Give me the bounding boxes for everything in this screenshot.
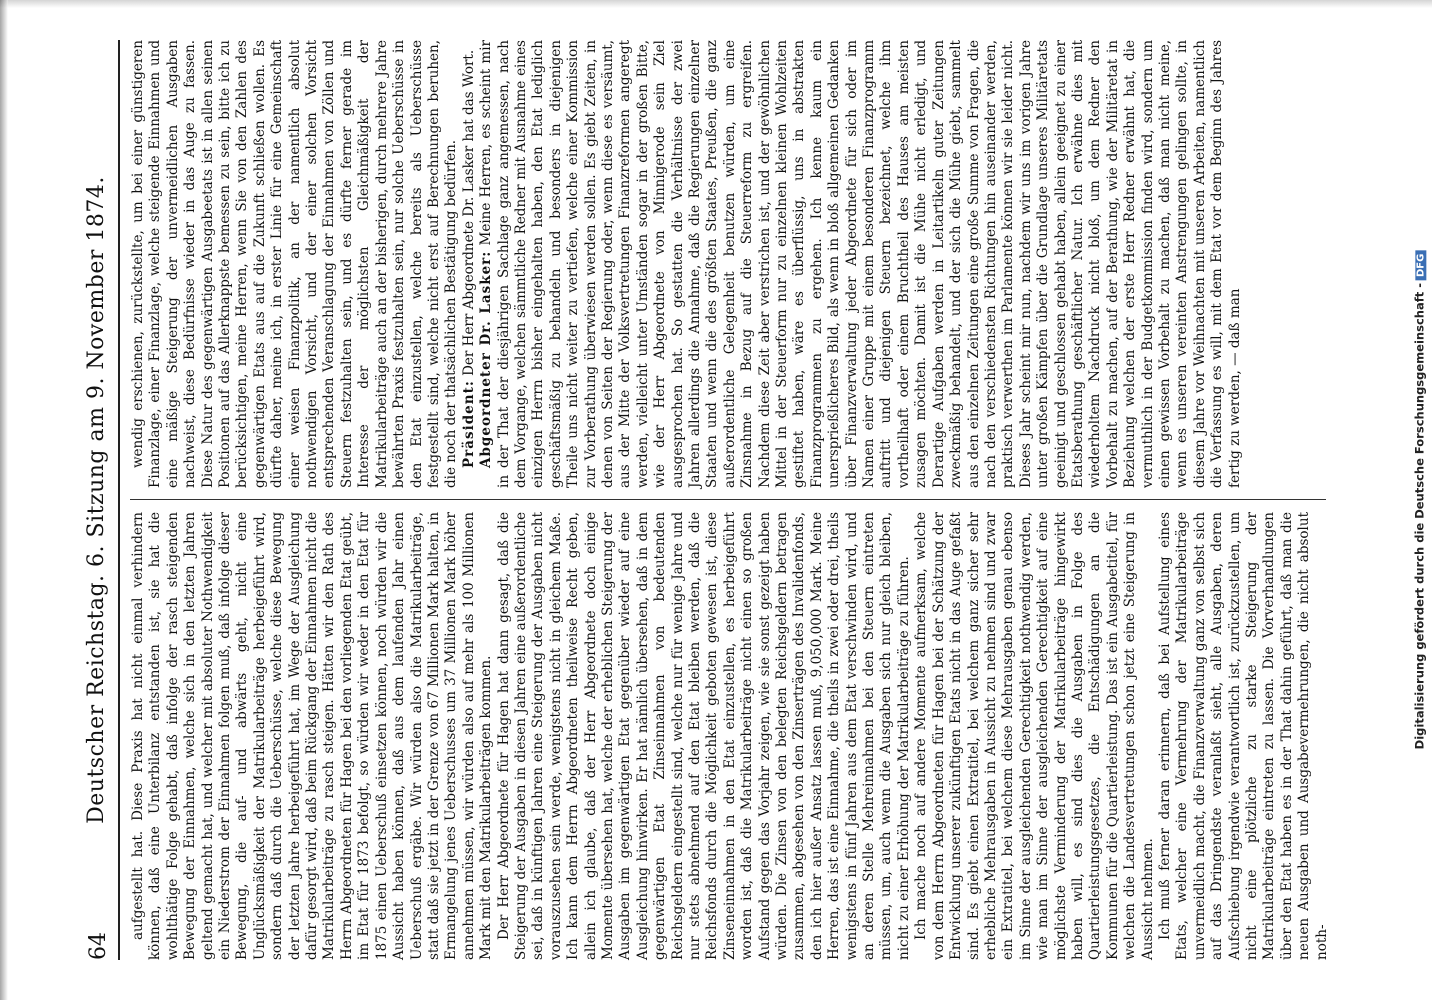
newspaper-page [66, 0, 1366, 1000]
left-paragraph-4: Ich muß ferner daran erinnern, daß bei Aufstellung eines Etats, welcher eine Vermehrung der Matrikularbeiträge unvermeidlich macht, die Finanzverwaltung ganz von selbst sich auf das Dringendste veranlaßt sieht, alle Ausgaben, deren Aufschiebung irgendwie verantwortlich ist, zurückzustellen, um nicht eine plötzliche zu starke Steigerung der Matrikularbeiträge eintreten zu lassen. Die Vorverhandlungen über den Etat haben es in der That dahin geführt, daß man die neuen Ausgaben und Ausgabevermehrungen, die nicht absolut noth- [1156, 512, 1330, 960]
text-columns [130, 40, 1330, 960]
dfg-credit-label: Digitalisierung gefördert durch die Deutsche Forschungsgemeinschaft - [1412, 283, 1426, 750]
left-paragraph-1: aufgestellt hat. Diese Praxis hat nicht einmal verhindern können, daß eine Unterbilanz entstanden ist, sie hat die wohlthätige Folge gehabt, daß infolge der rasch steigenden Bewegung der Einnahmen, welche sich in den letzten Jahren geltend gemacht hat, und welcher mit absoluter Nothwendigkeit ein Niederstrom der Einnahmen folgen muß, daß infolge dieser Bewegung, die auf- und abwärts geht, nicht eine Unglücksmäßigkeit der Matrikularbeiträge herbeigeführt wird, sondern daß durch die Ueberschüsse, welche diese Bewegung der letzten Jahre herbeigeführt hat, im Wege der Ausgleichung dafür gesorgt wird, daß beim Rückgang der Einnahmen nicht die Matrikularbeiträge zu rasch steigen. Hätten wir den Rath des Herrn Abgeordneten für Hagen bei den vorliegenden Etat geübt, im Etat für 1873 befolgt, so würden wir weder in den Etat für 1875 einen Ueberschuß einsetzen können, noch würden wir die Aussicht haben können, daß aus dem laufenden Jahr einen Ueberschuß ergäbe. Wir würden also die Matrikularbeiträge, statt daß sie jetzt in der Grenze von 67 Millionen Mark halten, in Ermangelung jenes Ueberschusses um 37 Millionen Mark höher annehmen müssen, wir würden also auf mehr als 100 Millionen Mark mit den Matrikularbeiträgen kommen. [130, 512, 495, 960]
left-column [130, 512, 1330, 960]
right-paragraph-1: wendig erschienen, zurückstellte, um bei einer günstigeren Finanzlage, einer Finanzlage, welche steigende Einnahmen und eine mäßige Steigerung der unvermeidlichen Ausgaben nachweist, diese Bedürfnisse wieder in das Auge zu fassen. Diese Natur des gegenwärtigen Ausgabeetats ist in allen seinen Positionen auf das Allerknappste bemessen zu sein, bitte ich zu berücksichtigen, meine Herren, wenn Sie von den Zahlen des gegenwärtigen Etats aus auf die Zukunft schließen wollen. Es dürfte daher, meine ich, in erster Linie für eine Gemeinschaft einer weisen Finanzpolitik, an der namentlich absolut nothwendigen Vorsicht, und der einer solchen Vorsicht entsprechenden Veranschlagung der Einnahmen von Zöllen und Steuern festzuhalten sein, und es dürfte ferner gerade im Interesse der möglichsten Gleichmäßigkeit der Matrikularbeiträge auch an der bisherigen, durch mehrere Jahre bewährten Praxis festzuhalten sein, nur solche Ueberschüsse in den Etat einzustellen, welche bereits als Ueberschüsse festgestellt sind, welche nicht erst auf Berechnungen beruhen, die noch der thatsächlichen Bestätigung bedürfen. [130, 40, 460, 488]
running-title: Deutscher Reichstag. 6. Sitzung am 9. November 1874. [84, 176, 109, 824]
right-paragraph-2 [461, 40, 478, 488]
header-rule [118, 40, 120, 960]
dfg-credit-text [1412, 251, 1426, 750]
president-statement: Der Herr Abgeordnete Dr. Lasker hat das Wort. [460, 49, 477, 376]
left-paragraph-3: Ich mache noch auf andere Momente aufmerksam, welche von dem Herrn Abgeordneten für Hagen bei der Schätzung der Entwicklung unserer zukünftigen Etats nicht in das Auge gefaßt sind. Es giebt einen Extratitel, bei welchem ganz sicher sehr erhebliche Mehrausgaben in Aussicht zu nehmen sind und zwar ein Extratitel, bei welchem diese Mehrausgaben genau ebenso im Sinne der ausgleichenden Gerechtigkeit nothwendig werden, wie man im Sinne der ausgleichenden Gerechtigkeit auf eine möglichste Verminderung der Matrikularbeiträge hingewirkt haben will, es sind dies die Ausgaben in Folge des Quartierleistungsgesetzes, die Entschädigungen an die Kommunen für die Quartierleistung. Das ist ein Ausgabetitel, für welchen die Landesvertretungen schon jetzt eine Steigerung in Aussicht nehmen. [913, 512, 1156, 960]
page-number: 64 [86, 932, 111, 960]
right-paragraph-3 [478, 40, 1244, 488]
right-column [130, 40, 1326, 488]
speaker-lasker: Abgeordneter Dr. Lasker: [478, 250, 495, 468]
dfg-logo: DFG [1415, 251, 1426, 280]
page-header [80, 40, 116, 960]
scan-edge-left [0, 0, 8, 1000]
lasker-speech: Meine Herren, es scheint mir in der That der diesjährigen Sachlage ganz angemessen, nach dem Vorgange, welchen sämmtliche Redner mit Ausnahme eines einzigen Herrn bisher eingehalten haben, den Etat lediglich geschäftsmäßig zu behandeln und besonders in diejenigen Theile uns nicht weiter zu vertiefen, welche einer Kommission zur Vorberathung überwiesen werden sollen. Es giebt Zeiten, in denen von Seiten der Regierung oder, wenn diese es versäumt, aus der Mitte der Volksvertretungen Finanzreformen angeregt werden, vielleicht unter Umständen sogar in der großen Bitte, wie der Herr Abgeordnete von Minnigerode sein Ziel ausgesprochen hat. So gestatten die Verhältnisse der zwei Jahren allerdings die Annahme, daß die Regierungen einzelner Staaten und wenn die des größten Staates, Preußen, die ganz außerordentliche Gelegenheit benutzen würden, um eine Zinsnahme in Bezug auf die Steuerreform zu ergreifen. Nachdem diese Zeit aber verstrichen ist, und der gewöhnlichen Mittel in der Steuerform nur zu einzelnen kleinen Wohlzeiten gestiftet haben, wäre es überflüssig, uns in abstrakten Finanzprogrammen zu ergehen. Ich kenne kaum ein unersprießlicheres Bild, als wenn in bloß allgemeinen Gedanken über Finanzverwaltung jeder Abgeordnete für sich oder im Namen einer Gruppe mit einem besonderen Finanzprogramm auftritt und diejenigen Steuern bezeichnet, welche ihm vortheilhaft oder einem Bruchtheil des Hauses am meisten zusagen möchten. Damit ist die Mühe nicht erledigt, und Derartige Aufgaben werden in Leitartikeln guter Zeitungen zweckmäßig behandelt, und der sich die Mühe giebt, sammelt aus den einzelnen Zeitungen eine große Summe von Fragen, die nach den verschiedensten Richtungen hin auseinander werden, praktisch verwerthen im Parlamente können wir sie leider nicht. Dieses Jahr scheint mir nun, nachdem wir uns im vorigen Jahre unter großen Kämpfen über die Grundlage unseres Militäretats geeinigt und geschlossen gehabt haben, allein geeignet zu einer Etatsberathung geschäftlicher Natur. Ich erwähne dies mit wiederholtem Nachdruck nicht bloß, um dem Redner den Vorbehalt zu machen, auf der Berathung, wie der Militäretat in Beziehung welchen der erste Herr Redner erwähnt hat, die vermuthlich in der Budgetkommission finden wird, sondern um einen gewissen Vorbehalt zu machen, daß man nicht meine, wenn es unseren vereinten Anstrengungen gelingen sollte, in diesem Jahre vor Weihnachten mit unseren Arbeiten, namentlich die Verfassung es will, mit dem Etat vor dem Beginn des Jahres fertig zu werden, — daß man [478, 40, 1243, 488]
left-paragraph-2: Der Herr Abgeordnete für Hagen hat dann gesagt, daß die Steigerung der Ausgaben in diesen Jahren eine außerordentliche sei, daß in künftigen Jahren eine Steigerung der Ausgaben nicht vorauszusehen sein werde, wenigstens nicht in gleichem Maße. Ich kann dem Herrn Abgeordneten theilweise Recht geben, allein ich glaube, daß der Herr Abgeordnete doch einige Momente übersehen hat, welche der erheblichen Steigerung der Ausgaben im gegenwärtigen Etat gegenüber wieder auf eine Ausgleichung hinwirken. Er hat nämlich übersehen, daß in dem gegenwärtigen Etat Zinseinnahmen von bedeutenden Reichsgeldern eingestellt sind, welche nur für wenige Jahre und nur stets abnehmend auf den Etat bleiben werden, daß die Reichsfonds durch die Möglichkeit geboten gewesen ist, diese Zinseneinnahmen in den Etat einzustellen, es herbeigeführt worden ist, daß die Matrikularbeiträge nicht einen so großen Aufstand gegen das Vorjahr zeigen, wie sie sonst gezeigt haben würden. Die Zinsen von den belegten Reichsgeldern betragen zusammen, abgesehen von den Zinserträgen des Invalidenfonds, den ich hier außer Ansatz lassen muß, 9,050,000 Mark. Meine Herren, das ist eine Einnahme, die theils in zwei oder drei, theils wenigstens in fünf Jahren aus dem Etat verschwinden wird, und an deren Stelle Mehreinnahmen bei den Steuern eintreten müssen, um, auch wenn die Ausgaben sich nur gleich bleiben, nicht zu einer Erhöhung der Matrikularbeiträge zu führen. [495, 512, 912, 960]
speaker-president: Präsident: [460, 380, 477, 468]
dfg-credit [1406, 0, 1432, 1000]
